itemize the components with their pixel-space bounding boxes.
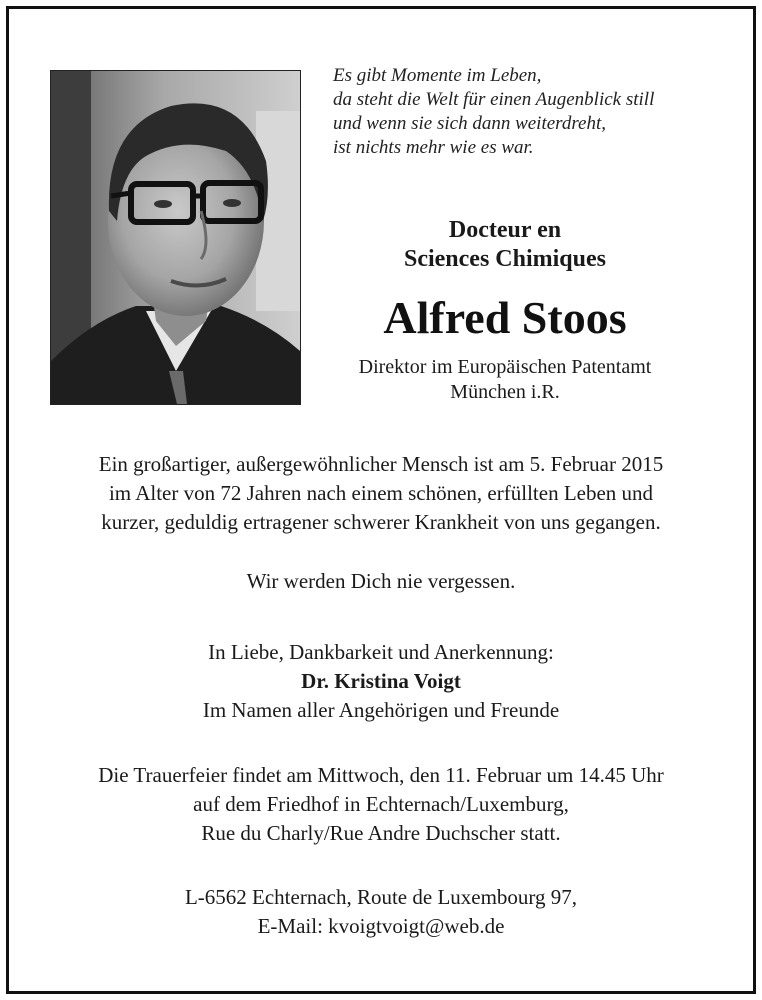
professional-position <box>310 355 700 405</box>
signature-on-behalf: Im Namen aller Angehörigen und Freunde <box>202 698 560 722</box>
poem-line: da steht die Welt für einen Augenblick still <box>333 89 655 110</box>
funeral-line: Rue du Charly/Rue Andre Duchscher statt. <box>201 821 561 845</box>
announcement-line: im Alter von 72 Jahren nach einem schönen, erfüllten Leben und <box>108 481 654 505</box>
announcement-line: Ein großartiger, außergewöhnlicher Mensch ist am 5. Februar 2015 <box>98 452 664 476</box>
poem-line: und wenn sie sich dann weiterdreht, <box>333 113 607 134</box>
signature-block <box>20 638 742 725</box>
position-line: München i.R. <box>450 381 560 403</box>
contact-email: E-Mail: kvoigtvoigt@web.de <box>257 914 505 938</box>
funeral-line: auf dem Friedhof in Echternach/Luxemburg, <box>193 792 569 816</box>
poem-line: ist nichts mehr wie es war. <box>333 137 534 158</box>
position-line: Direktor im Europäischen Patentamt <box>358 356 652 378</box>
portrait-photo <box>50 70 301 405</box>
signer-name: Dr. Kristina Voigt <box>301 669 461 693</box>
title-line: Docteur en <box>448 217 562 243</box>
academic-title <box>320 216 690 274</box>
contact-address <box>20 883 742 941</box>
funeral-details <box>20 761 742 848</box>
death-announcement <box>20 450 742 537</box>
signature-intro: In Liebe, Dankbarkeit und Anerkennung: <box>208 640 554 664</box>
remembrance-line: Wir werden Dich nie vergessen. <box>246 569 516 593</box>
poem-quote <box>333 64 733 160</box>
title-line: Sciences Chimiques <box>403 246 606 272</box>
poem-line: Es gibt Momente im Leben, <box>333 65 542 86</box>
contact-line: L-6562 Echternach, Route de Luxembourg 97, <box>184 885 578 909</box>
funeral-line: Die Trauerfeier findet am Mittwoch, den 11. Februar um 14.45 Uhr <box>98 763 664 787</box>
deceased-name: Alfred Stoos <box>383 292 627 343</box>
announcement-line: kurzer, geduldig ertragener schwerer Krankheit von uns gegangen. <box>101 510 661 534</box>
